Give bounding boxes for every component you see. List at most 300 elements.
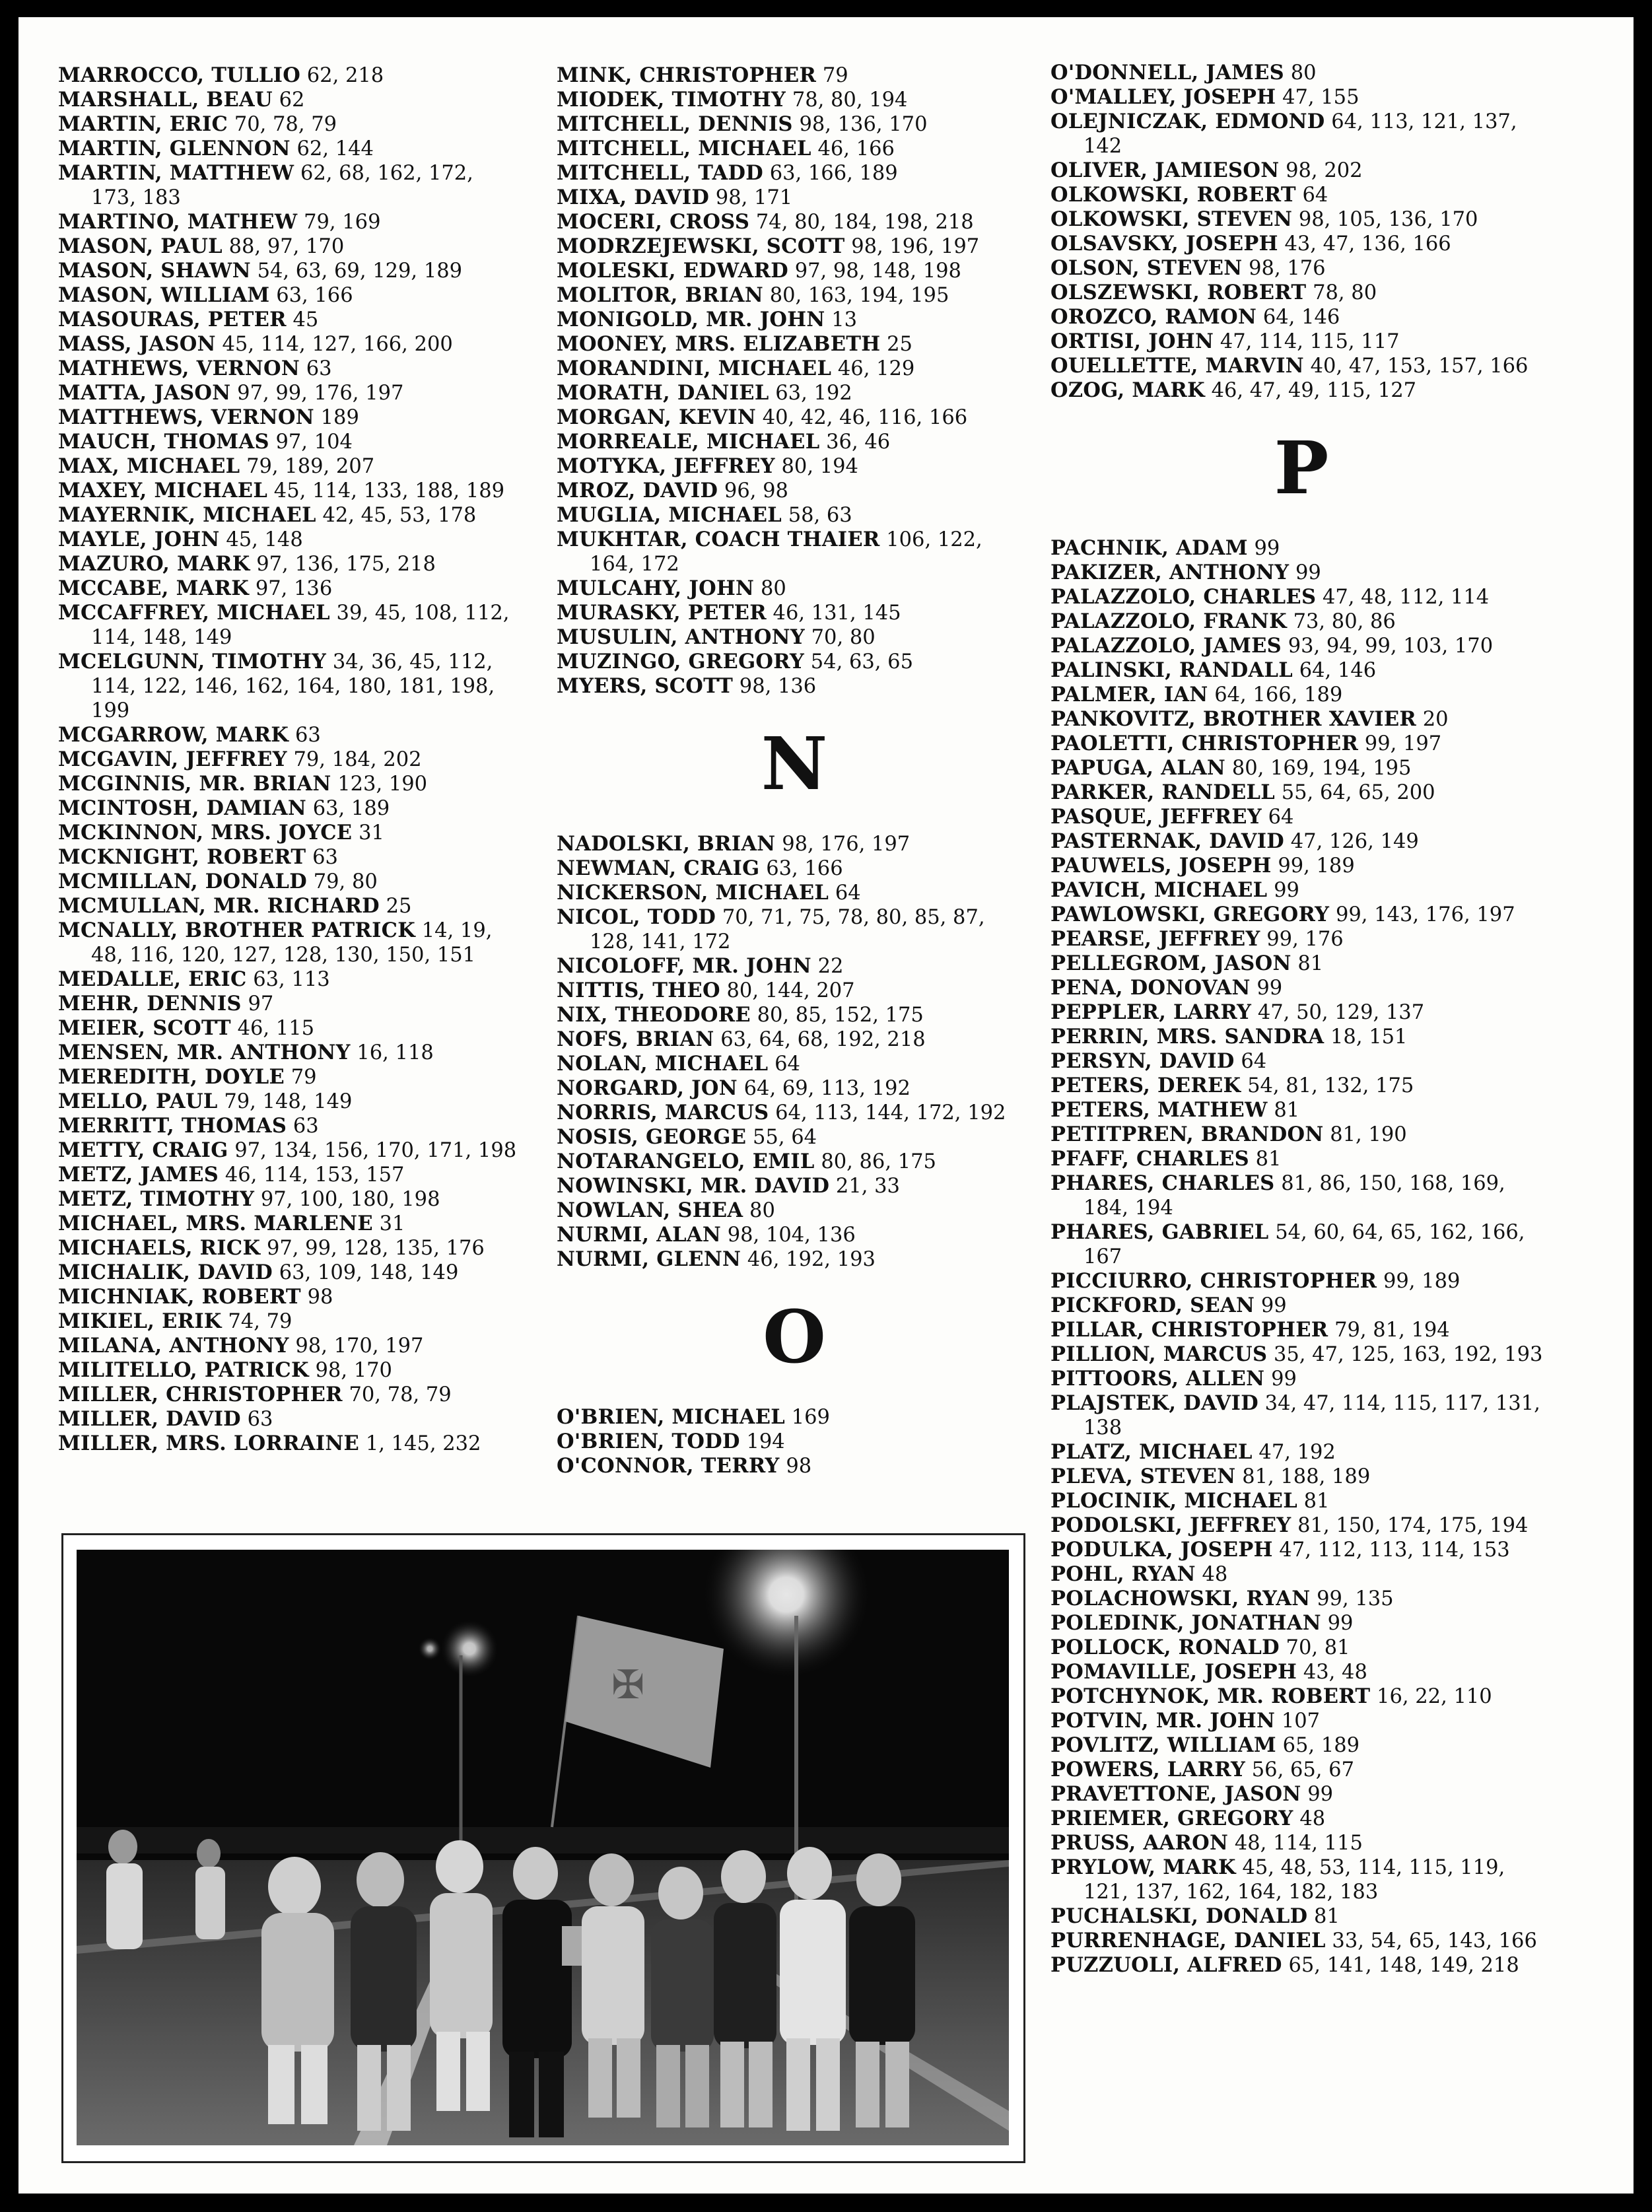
index-entry	[1050, 805, 1552, 829]
index-entry	[557, 674, 1032, 699]
entry-pages: 63, 113	[253, 968, 330, 991]
entry-pages: 80, 169, 194, 195	[1231, 757, 1412, 780]
team-photo-illustration	[77, 1550, 1009, 2145]
index-entry	[557, 259, 1032, 283]
index-entry	[1050, 1929, 1552, 1953]
index-entry	[1050, 1440, 1552, 1465]
entry-name: MILLER, DAVID	[58, 1407, 241, 1431]
entry-name: MURASKY, PETER	[557, 601, 767, 625]
entry-pages: 65, 189	[1282, 1734, 1360, 1757]
team-night-photo	[77, 1550, 1009, 2145]
entry-name: MARTIN, ERIC	[58, 112, 228, 136]
index-entry	[1050, 1782, 1552, 1807]
entry-pages: 48	[1202, 1563, 1228, 1586]
entry-name: MORREALE, MICHAEL	[557, 430, 820, 454]
entry-name: NURMI, GLENN	[557, 1247, 741, 1271]
index-entry	[1050, 536, 1552, 561]
entry-name: PFAFF, CHARLES	[1050, 1147, 1249, 1171]
index-entry	[557, 881, 1032, 905]
entry-pages: 46, 192, 193	[747, 1248, 876, 1271]
index-entry	[557, 186, 1032, 210]
entry-name: PAPUGA, ALAN	[1050, 756, 1226, 780]
entry-name: MARROCCO, TULLIO	[58, 63, 301, 87]
entry-pages: 88, 97, 170	[228, 235, 345, 258]
entry-name: MCGAVIN, JEFFREY	[58, 747, 287, 771]
entry-name: PALINSKI, RANDALL	[1050, 658, 1293, 682]
entry-name: MIXA, DAVID	[557, 186, 710, 209]
entry-pages: 64	[1302, 184, 1328, 207]
entry-pages: 81, 188, 189	[1242, 1465, 1371, 1488]
entry-pages: 98, 202	[1286, 159, 1363, 182]
entry-name: PILLAR, CHRISTOPHER	[1050, 1318, 1328, 1342]
index-entry	[1050, 1709, 1552, 1733]
entry-name: PILLION, MARCUS	[1050, 1342, 1268, 1366]
entry-pages: 74, 80, 184, 198, 218	[755, 211, 974, 234]
entry-name: O'DONNELL, JAMES	[1050, 61, 1284, 85]
entry-pages: 194	[746, 1430, 785, 1453]
index-entry	[58, 259, 520, 283]
entry-name: PICKFORD, SEAN	[1050, 1294, 1255, 1317]
entry-pages: 64, 69, 113, 192	[743, 1077, 911, 1100]
entry-name: PURRENHAGE, DANIEL	[1050, 1929, 1326, 1953]
entry-name: PLEVA, STEVEN	[1050, 1465, 1236, 1488]
index-entry	[1050, 1342, 1552, 1367]
index-entry	[1050, 61, 1552, 85]
entry-pages: 63, 64, 68, 192, 218	[720, 1028, 926, 1051]
entry-pages: 107	[1281, 1710, 1321, 1733]
entry-name: MICHALIK, DAVID	[58, 1261, 273, 1284]
entry-name: PITTOORS, ALLEN	[1050, 1367, 1265, 1391]
index-entry	[557, 1454, 1032, 1478]
index-entry	[1050, 951, 1552, 976]
index-entry	[557, 430, 1032, 454]
entry-name: PHARES, GABRIEL	[1050, 1220, 1269, 1244]
entry-pages: 99	[1327, 1612, 1354, 1635]
index-entry	[58, 210, 520, 234]
entry-name: OLEJNICZAK, EDMOND	[1050, 110, 1325, 133]
entry-pages: 62, 144	[296, 137, 374, 160]
index-entry	[557, 503, 1032, 528]
entry-pages: 80, 144, 207	[726, 979, 855, 1002]
entry-name: OLIVER, JAMIESON	[1050, 158, 1280, 182]
index-entry	[58, 1212, 520, 1236]
index-entry	[557, 63, 1032, 88]
index-entry	[557, 112, 1032, 137]
entry-pages: 99	[1271, 1367, 1297, 1391]
entry-name: PACHNIK, ADAM	[1050, 536, 1248, 560]
entry-name: MCNALLY, BROTHER PATRICK	[58, 918, 416, 942]
index-entry	[1050, 878, 1552, 903]
entry-pages: 34, 36, 45, 112, 114, 122, 146, 162, 164, 180, 181, 198, 199	[91, 650, 495, 722]
entry-list-o-part1	[557, 1405, 1032, 1478]
entry-name: OUELLETTE, MARVIN	[1050, 354, 1304, 378]
entry-pages: 63	[294, 724, 321, 747]
entry-name: PARKER, RANDELL	[1050, 780, 1276, 804]
entry-name: MORGAN, KEVIN	[557, 405, 757, 429]
index-entry	[58, 1065, 520, 1089]
index-entry	[557, 1101, 1032, 1125]
entry-pages: 79, 189, 207	[246, 455, 375, 478]
index-entry	[58, 650, 520, 723]
entry-name: MARTINO, MATHEW	[58, 210, 298, 234]
entry-name: PELLEGROM, JASON	[1050, 951, 1291, 975]
entry-name: POTCHYNOK, MR. ROBERT	[1050, 1684, 1371, 1708]
index-entry	[1050, 1294, 1552, 1318]
index-entry	[557, 1125, 1032, 1150]
entry-pages: 63, 166, 189	[769, 162, 898, 185]
entry-name: MOONEY, MRS. ELIZABETH	[557, 332, 881, 356]
entry-pages: 98, 104, 136	[727, 1224, 856, 1247]
entry-pages: 64, 113, 121, 137, 142	[1084, 110, 1517, 158]
entry-pages: 45, 148	[226, 528, 303, 551]
entry-name: POLEDINK, JONATHAN	[1050, 1611, 1321, 1635]
index-column-3	[1050, 61, 1552, 1978]
index-entry	[58, 88, 520, 112]
index-entry	[58, 723, 520, 747]
index-entry	[58, 503, 520, 528]
entry-name: MITCHELL, DENNIS	[557, 112, 793, 136]
index-entry	[58, 137, 520, 161]
photo-frame	[61, 1533, 1025, 2163]
index-entry	[1050, 658, 1552, 683]
entry-name: PAKIZER, ANTHONY	[1050, 561, 1290, 584]
entry-name: PERSYN, DAVID	[1050, 1049, 1235, 1073]
index-entry	[557, 905, 1032, 954]
entry-pages: 97, 99, 128, 135, 176	[266, 1237, 485, 1260]
index-entry	[1050, 1391, 1552, 1440]
svg-text:✠: ✠	[611, 1662, 645, 1708]
entry-name: MORATH, DANIEL	[557, 381, 769, 405]
entry-pages: 40, 42, 46, 116, 166	[762, 406, 968, 429]
index-entry	[1050, 207, 1552, 232]
index-entry	[1050, 1855, 1552, 1904]
index-entry	[58, 112, 520, 137]
index-entry	[58, 1236, 520, 1261]
entry-name: MEREDITH, DOYLE	[58, 1065, 285, 1089]
entry-name: PAOLETTI, CHRISTOPHER	[1050, 732, 1359, 755]
index-entry	[58, 918, 520, 967]
entry-name: MASON, SHAWN	[58, 259, 251, 283]
entry-name: OLKOWSKI, ROBERT	[1050, 183, 1296, 207]
index-entry	[1050, 1220, 1552, 1269]
entry-name: MYERS, SCOTT	[557, 674, 734, 698]
entry-pages: 31	[359, 821, 384, 845]
entry-name: NOWINSKI, MR. DAVID	[557, 1174, 830, 1198]
index-entry	[58, 357, 520, 381]
entry-name: MONIGOLD, MR. JOHN	[557, 308, 825, 331]
entry-pages: 63, 189	[312, 797, 390, 820]
entry-pages: 80, 85, 152, 175	[757, 1004, 924, 1027]
entry-pages: 99	[1274, 879, 1299, 902]
index-entry	[1050, 1147, 1552, 1171]
entry-name: PAVICH, MICHAEL	[1050, 878, 1268, 902]
entry-pages: 63	[312, 846, 338, 869]
index-column-1	[58, 63, 520, 1456]
index-entry	[1050, 1562, 1552, 1587]
entry-pages: 45, 114, 127, 166, 200	[222, 333, 453, 356]
entry-name: PETITPREN, BRANDON	[1050, 1123, 1324, 1146]
entry-pages: 81, 190	[1330, 1123, 1407, 1146]
entry-pages: 36, 46	[826, 431, 891, 454]
entry-pages: 97, 100, 180, 198	[260, 1188, 440, 1211]
entry-name: NURMI, ALAN	[557, 1223, 722, 1247]
entry-name: MCELGUNN, TIMOTHY	[58, 650, 327, 674]
entry-pages: 64, 113, 144, 172, 192	[775, 1101, 1006, 1124]
index-entry	[58, 992, 520, 1016]
yearbook-index-page	[18, 17, 1634, 2194]
entry-pages: 64	[1268, 806, 1294, 829]
entry-pages: 70, 80	[811, 626, 876, 649]
entry-name: MERRITT, THOMAS	[58, 1114, 287, 1138]
index-entry	[1050, 110, 1552, 158]
entry-pages: 64, 146	[1299, 659, 1377, 682]
entry-pages: 46, 47, 49, 115, 127	[1211, 379, 1417, 402]
entry-name: MOLESKI, EDWARD	[557, 259, 789, 283]
entry-name: PERRIN, MRS. SANDRA	[1050, 1025, 1325, 1049]
entry-pages: 25	[887, 333, 912, 356]
entry-pages: 80	[1290, 61, 1317, 85]
entry-pages: 74, 79	[228, 1310, 293, 1333]
entry-pages: 54, 81, 132, 175	[1247, 1074, 1414, 1097]
entry-pages: 58, 63	[788, 504, 852, 527]
index-entry	[58, 528, 520, 552]
index-entry	[58, 234, 520, 259]
entry-pages: 99	[1307, 1783, 1334, 1806]
entry-pages: 96, 98	[724, 479, 788, 502]
index-entry	[58, 601, 520, 650]
entry-pages: 64, 146	[1262, 306, 1340, 329]
index-entry	[1050, 1684, 1552, 1709]
entry-pages: 97, 134, 156, 170, 171, 198	[234, 1139, 517, 1162]
entry-pages: 35, 47, 125, 163, 192, 193	[1273, 1343, 1543, 1366]
index-entry	[58, 845, 520, 870]
entry-name: OLSAVSKY, JOSEPH	[1050, 232, 1278, 256]
index-entry	[1050, 561, 1552, 585]
entry-name: MATHEWS, VERNON	[58, 357, 300, 380]
entry-name: MILLER, CHRISTOPHER	[58, 1383, 343, 1406]
entry-name: MENSEN, MR. ANTHONY	[58, 1041, 351, 1064]
entry-name: MICHAELS, RICK	[58, 1236, 261, 1260]
entry-name: MARSHALL, BEAU	[58, 88, 273, 112]
entry-pages: 45, 48, 53, 114, 115, 119, 121, 137, 162, 164, 182, 183	[1084, 1856, 1505, 1904]
entry-pages: 99, 189	[1278, 854, 1355, 878]
entry-pages: 79	[822, 64, 848, 87]
index-entry	[58, 1138, 520, 1163]
index-entry	[1050, 829, 1552, 854]
entry-name: MARTIN, MATTHEW	[58, 161, 294, 185]
entry-pages: 63, 192	[775, 382, 852, 405]
entry-name: OLKOWSKI, STEVEN	[1050, 207, 1293, 231]
entry-name: NITTIS, THEO	[557, 979, 720, 1002]
entry-pages: 99, 176	[1266, 928, 1344, 951]
entry-pages: 98	[307, 1286, 333, 1309]
index-entry	[557, 979, 1032, 1003]
entry-pages: 21, 33	[835, 1175, 900, 1198]
entry-pages: 189	[320, 406, 359, 429]
index-entry	[557, 954, 1032, 979]
entry-pages: 81, 150, 174, 175, 194	[1297, 1514, 1529, 1537]
index-entry	[557, 1198, 1032, 1223]
entry-pages: 97, 98, 148, 198	[794, 259, 961, 283]
entry-pages: 99, 135	[1317, 1587, 1394, 1610]
entry-pages: 97, 104	[275, 431, 353, 454]
index-entry	[58, 161, 520, 210]
entry-name: MARTIN, GLENNON	[58, 137, 291, 160]
entry-pages: 16, 118	[357, 1041, 434, 1064]
entry-name: NOSIS, GEORGE	[557, 1125, 747, 1149]
entry-pages: 55, 64, 65, 200	[1281, 781, 1435, 804]
index-entry	[557, 405, 1032, 430]
index-entry	[1050, 1171, 1552, 1220]
index-entry	[1050, 585, 1552, 609]
entry-pages: 47, 192	[1258, 1441, 1336, 1464]
index-entry	[557, 1003, 1032, 1027]
entry-name: MUSULIN, ANTHONY	[557, 625, 805, 649]
entry-pages: 79, 148, 149	[224, 1090, 353, 1113]
index-entry	[1050, 329, 1552, 354]
entry-pages: 79, 80	[313, 870, 378, 893]
index-entry	[58, 1432, 520, 1456]
index-entry	[1050, 976, 1552, 1000]
entry-pages: 97	[248, 992, 274, 1016]
entry-name: MORANDINI, MICHAEL	[557, 357, 832, 380]
entry-list-m-part1	[58, 63, 520, 1456]
entry-pages: 98, 176, 197	[782, 833, 911, 856]
index-entry	[1050, 1953, 1552, 1978]
entry-name: NIX, THEODORE	[557, 1003, 751, 1027]
index-entry	[1050, 1465, 1552, 1489]
index-entry	[1050, 354, 1552, 378]
entry-pages: 123, 190	[337, 773, 428, 796]
index-entry	[58, 454, 520, 479]
index-entry	[557, 161, 1032, 186]
entry-pages: 55, 64	[753, 1126, 817, 1149]
index-entry	[1050, 854, 1552, 878]
index-entry	[58, 1187, 520, 1212]
entry-name: NOFS, BRIAN	[557, 1027, 714, 1051]
index-entry	[58, 308, 520, 332]
entry-name: PODULKA, JOSEPH	[1050, 1538, 1273, 1562]
entry-name: PENA, DONOVAN	[1050, 976, 1251, 1000]
entry-name: MCGINNIS, MR. BRIAN	[58, 772, 331, 796]
entry-pages: 80	[749, 1199, 775, 1222]
entry-name: MAYERNIK, MICHAEL	[58, 503, 316, 527]
entry-pages: 97, 136, 175, 218	[256, 553, 436, 576]
entry-name: PRIEMER, GREGORY	[1050, 1807, 1293, 1830]
index-entry	[1050, 85, 1552, 110]
entry-pages: 62	[279, 88, 305, 112]
index-entry	[58, 747, 520, 772]
entry-name: PETERS, DEREK	[1050, 1074, 1241, 1097]
entry-name: MEIER, SCOTT	[58, 1016, 231, 1040]
index-entry	[58, 430, 520, 454]
index-entry	[557, 1223, 1032, 1247]
entry-pages: 54, 63, 69, 129, 189	[257, 259, 463, 283]
index-entry	[1050, 183, 1552, 207]
entry-name: MEDALLE, ERIC	[58, 967, 247, 991]
entry-name: MCCAFFREY, MICHAEL	[58, 601, 330, 625]
entry-pages: 34, 47, 114, 115, 117, 131, 138	[1084, 1392, 1540, 1439]
entry-pages: 63	[306, 357, 332, 380]
entry-name: MITCHELL, TADD	[557, 161, 763, 185]
entry-pages: 79	[291, 1066, 317, 1089]
index-entry	[58, 332, 520, 357]
entry-pages: 106, 122, 164, 172	[590, 528, 982, 576]
entry-pages: 70, 78, 79	[234, 113, 337, 136]
entry-pages: 62, 218	[306, 64, 384, 87]
entry-name: NICOLOFF, MR. JOHN	[557, 954, 811, 978]
entry-name: PALAZZOLO, JAMES	[1050, 634, 1282, 658]
entry-name: PRYLOW, MARK	[1050, 1855, 1236, 1879]
index-entry	[58, 772, 520, 796]
index-entry	[557, 856, 1032, 881]
entry-pages: 33, 54, 65, 143, 166	[1332, 1929, 1537, 1953]
entry-name: OLSZEWSKI, ROBERT	[1050, 281, 1307, 304]
entry-pages: 97, 136	[255, 577, 333, 600]
entry-pages: 98, 196, 197	[851, 235, 980, 258]
entry-name: NORRIS, MARCUS	[557, 1101, 769, 1124]
entry-name: MAZURO, MARK	[58, 552, 250, 576]
entry-pages: 43, 48	[1303, 1661, 1367, 1684]
index-entry	[557, 650, 1032, 674]
entry-pages: 98, 136, 170	[799, 113, 928, 136]
entry-pages: 46, 114, 153, 157	[224, 1163, 405, 1187]
entry-pages: 64	[774, 1053, 800, 1076]
entry-name: MAXEY, MICHAEL	[58, 479, 268, 502]
entry-pages: 47, 48, 112, 114	[1322, 586, 1490, 609]
index-entry	[1050, 1025, 1552, 1049]
entry-pages: 47, 114, 115, 117	[1220, 330, 1400, 353]
entry-pages: 31	[379, 1212, 405, 1235]
index-entry	[557, 1150, 1032, 1174]
entry-pages: 14, 19, 48, 116, 120, 127, 128, 130, 150, 151	[91, 919, 493, 967]
entry-name: MATTA, JASON	[58, 381, 231, 405]
index-entry	[1050, 1489, 1552, 1513]
entry-name: PALAZZOLO, FRANK	[1050, 609, 1287, 633]
entry-name: POLACHOWSKI, RYAN	[1050, 1587, 1311, 1610]
entry-pages: 1, 145, 232	[365, 1432, 481, 1455]
index-entry	[1050, 1269, 1552, 1294]
entry-name: MROZ, DAVID	[557, 479, 718, 502]
index-entry	[557, 1052, 1032, 1076]
entry-name: NOLAN, MICHAEL	[557, 1052, 769, 1076]
entry-name: NICKERSON, MICHAEL	[557, 881, 829, 905]
entry-pages: 45, 114, 133, 188, 189	[273, 479, 505, 502]
entry-pages: 78, 80, 194	[792, 88, 908, 112]
entry-name: MCINTOSH, DAMIAN	[58, 796, 307, 820]
entry-name: MCGARROW, MARK	[58, 723, 289, 747]
entry-pages: 80, 163, 194, 195	[769, 284, 949, 307]
entry-name: METZ, TIMOTHY	[58, 1187, 255, 1211]
entry-name: OZOG, MARK	[1050, 378, 1205, 402]
index-entry	[1050, 756, 1552, 780]
entry-name: PUZZUOLI, ALFRED	[1050, 1953, 1282, 1977]
entry-name: MASON, WILLIAM	[58, 283, 270, 307]
entry-name: MEHR, DENNIS	[58, 992, 242, 1016]
entry-pages: 46, 166	[817, 137, 895, 160]
entry-pages: 70, 81	[1286, 1636, 1350, 1659]
entry-name: PAWLOWSKI, GREGORY	[1050, 903, 1330, 926]
entry-name: MASON, PAUL	[58, 234, 223, 258]
entry-pages: 80, 86, 175	[821, 1150, 936, 1173]
entry-name: MITCHELL, MICHAEL	[557, 137, 811, 160]
entry-pages: 20	[1422, 708, 1449, 731]
entry-pages: 73, 80, 86	[1293, 610, 1396, 633]
entry-pages: 81	[1255, 1148, 1282, 1171]
entry-pages: 81	[1297, 952, 1324, 975]
entry-pages: 54, 63, 65	[810, 650, 913, 674]
entry-name: PANKOVITZ, BROTHER XAVIER	[1050, 707, 1417, 731]
